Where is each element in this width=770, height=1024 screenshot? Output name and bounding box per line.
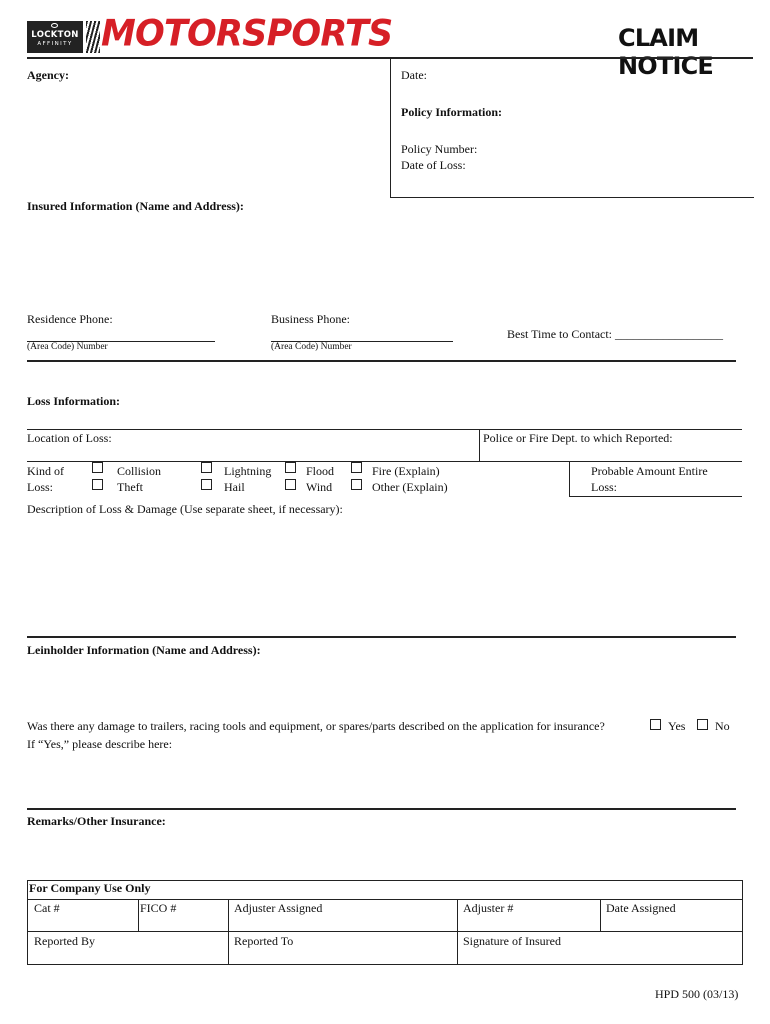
probable-loss-label: Loss:: [591, 480, 618, 494]
probable-bottom-rule: [569, 496, 742, 497]
other-checkbox[interactable]: [351, 479, 362, 490]
date-assigned-cell[interactable]: Date Assigned: [606, 901, 676, 915]
reported-to-cell[interactable]: Reported To: [234, 934, 294, 948]
yes-label: Yes: [668, 719, 686, 733]
police-dept-label[interactable]: Police or Fire Dept. to which Reported:: [483, 431, 673, 445]
description-bottom-rule: [27, 636, 736, 638]
business-phone-label: Business Phone:: [271, 312, 351, 326]
fire-label: Fire (Explain): [372, 464, 440, 478]
damage-question: Was there any damage to trailers, racing tools and equipment, or spares/parts described on the application for insurance?: [27, 719, 605, 733]
kind-of-label: Kind of: [27, 464, 64, 478]
location-divider: [479, 429, 480, 461]
company-use-heading: For Company Use Only: [29, 881, 151, 895]
lienholder-heading: Leinholder Information (Name and Address):: [27, 643, 261, 657]
residence-phone-label: Residence Phone:: [27, 312, 113, 326]
form-id: HPD 500 (03/13): [655, 987, 739, 1001]
signature-cell[interactable]: Signature of Insured: [463, 934, 561, 948]
lienholder-bottom-rule: [27, 808, 736, 810]
cat-number-cell[interactable]: Cat #: [34, 901, 60, 915]
globe-icon: [51, 23, 58, 28]
best-time-label[interactable]: Best Time to Contact: __________________: [507, 327, 724, 341]
logo-line-1: LOCKTON: [31, 30, 79, 40]
adjuster-number-cell[interactable]: Adjuster #: [463, 901, 514, 915]
theft-checkbox[interactable]: [92, 479, 103, 490]
area-code-hint-1: (Area Code) Number: [27, 342, 108, 352]
logo-stripes: [86, 21, 100, 53]
wind-label: Wind: [306, 480, 333, 494]
lightning-checkbox[interactable]: [201, 462, 212, 473]
table-rule-2: [27, 931, 743, 932]
remarks-heading: Remarks/Other Insurance:: [27, 814, 166, 828]
table-col-4: [600, 899, 601, 931]
policy-number-label: Policy Number:: [401, 142, 478, 156]
lightning-label: Lightning: [224, 464, 272, 478]
lockton-affinity-logo: [27, 21, 83, 53]
agency-divider: [390, 58, 391, 198]
probable-amount-label[interactable]: Probable Amount Entire: [591, 464, 708, 478]
adjuster-assigned-cell[interactable]: Adjuster Assigned: [234, 901, 323, 915]
table-col-1: [138, 899, 139, 931]
page-title: CLAIM NOTICE: [618, 24, 713, 80]
loss-top-rule: [27, 429, 742, 430]
insured-heading: Insured Information (Name and Address):: [27, 199, 244, 213]
no-label: No: [715, 719, 730, 733]
loss-label: Loss:: [27, 480, 54, 494]
yes-checkbox[interactable]: [650, 719, 661, 730]
collision-label: Collision: [117, 464, 162, 478]
loss-heading: Loss Information:: [27, 394, 121, 408]
theft-label: Theft: [117, 480, 143, 494]
fire-checkbox[interactable]: [351, 462, 362, 473]
fico-number-cell[interactable]: FICO #: [140, 901, 177, 915]
hail-label: Hail: [224, 480, 245, 494]
description-label[interactable]: Description of Loss & Damage (Use separate sheet, if necessary):: [27, 502, 343, 516]
location-of-loss-label[interactable]: Location of Loss:: [27, 431, 112, 445]
location-bottom-rule: [27, 461, 742, 462]
agency-label: Agency:: [27, 68, 69, 82]
policy-info-heading: Policy Information:: [401, 105, 502, 119]
date-of-loss-label: Date of Loss:: [401, 158, 466, 172]
probable-divider: [569, 461, 570, 496]
no-checkbox[interactable]: [697, 719, 708, 730]
date-label: Date:: [401, 68, 427, 82]
flood-checkbox[interactable]: [285, 462, 296, 473]
policy-bottom-rule: [390, 197, 754, 198]
hail-checkbox[interactable]: [201, 479, 212, 490]
other-label: Other (Explain): [372, 480, 448, 494]
describe-label[interactable]: If “Yes,” please describe here:: [27, 737, 173, 751]
table-col-2: [228, 899, 229, 965]
wind-checkbox[interactable]: [285, 479, 296, 490]
reported-by-cell[interactable]: Reported By: [34, 934, 95, 948]
logo-line-2: AFFINITY: [37, 41, 73, 47]
motorsports-brand: MOTORSPORTS: [101, 13, 393, 55]
area-code-hint-2: (Area Code) Number: [271, 342, 352, 352]
collision-checkbox[interactable]: [92, 462, 103, 473]
table-col-3: [457, 899, 458, 965]
insured-bottom-rule: [27, 360, 736, 362]
flood-label: Flood: [306, 464, 335, 478]
table-rule-1: [27, 899, 743, 900]
